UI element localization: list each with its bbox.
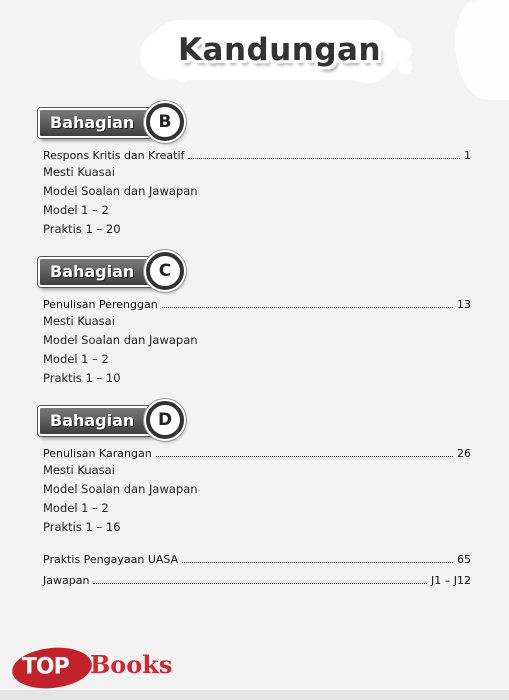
toc-main-entry (43, 444, 471, 460)
toc-entry-page: 1 (464, 149, 471, 162)
toc-entry-title: Jawapan (43, 574, 90, 587)
toc-entry-title: Respons Kritis dan Kreatif (43, 149, 185, 162)
dot-leader (182, 562, 453, 563)
toc-entry-page: 13 (457, 298, 471, 311)
toc-entry-title: Penulisan Perenggan (43, 298, 158, 311)
toc-sub-item: Model Soalan dan Jawapan (43, 482, 198, 496)
toc-sub-item: Model 1 – 2 (43, 352, 109, 366)
section-header-c (38, 252, 188, 292)
section-letter-badge: B (146, 103, 184, 141)
toc-entry-page: 65 (457, 553, 471, 566)
brand-top-text: TOP (21, 654, 69, 680)
brand-books-text: Books (90, 650, 173, 679)
section-header-d (38, 401, 188, 441)
section-label: Bahagian (50, 113, 135, 132)
title-area (0, 22, 509, 82)
toc-sub-item: Mesti Kuasai (43, 314, 115, 328)
toc-sub-item: Model 1 – 2 (43, 203, 109, 217)
toc-sub-item: Praktis 1 – 10 (43, 371, 121, 385)
page-title: Kandungan (178, 32, 382, 68)
toc-main-entry (43, 571, 471, 587)
toc-sub-item: Model Soalan dan Jawapan (43, 333, 198, 347)
section-header-b (38, 103, 188, 143)
toc-entry-page: J1 – J12 (431, 574, 471, 587)
bottom-edge (0, 690, 509, 700)
toc-sub-item: Mesti Kuasai (43, 165, 115, 179)
section-letter-badge: C (146, 252, 184, 290)
section-label: Bahagian (50, 262, 135, 281)
dot-leader (156, 456, 453, 457)
toc-main-entry (43, 550, 471, 566)
toc-main-entry (43, 146, 471, 162)
toc-main-entry (43, 295, 471, 311)
brand-top-badge (10, 644, 94, 692)
toc-sub-item: Model Soalan dan Jawapan (43, 184, 198, 198)
toc-entry-title: Penulisan Karangan (43, 447, 152, 460)
toc-sub-item: Mesti Kuasai (43, 463, 115, 477)
toc-sub-item: Model 1 – 2 (43, 501, 109, 515)
toc-sub-item: Praktis 1 – 20 (43, 222, 121, 236)
dot-leader (162, 307, 453, 308)
toc-sub-item: Praktis 1 – 16 (43, 520, 121, 534)
dot-leader (93, 583, 427, 584)
dot-leader (188, 158, 460, 159)
toc-entry-title: Praktis Pengayaan UASA (43, 553, 179, 566)
toc-entry-page: 26 (457, 447, 471, 460)
section-label: Bahagian (50, 411, 135, 430)
section-letter-badge: D (146, 401, 184, 439)
